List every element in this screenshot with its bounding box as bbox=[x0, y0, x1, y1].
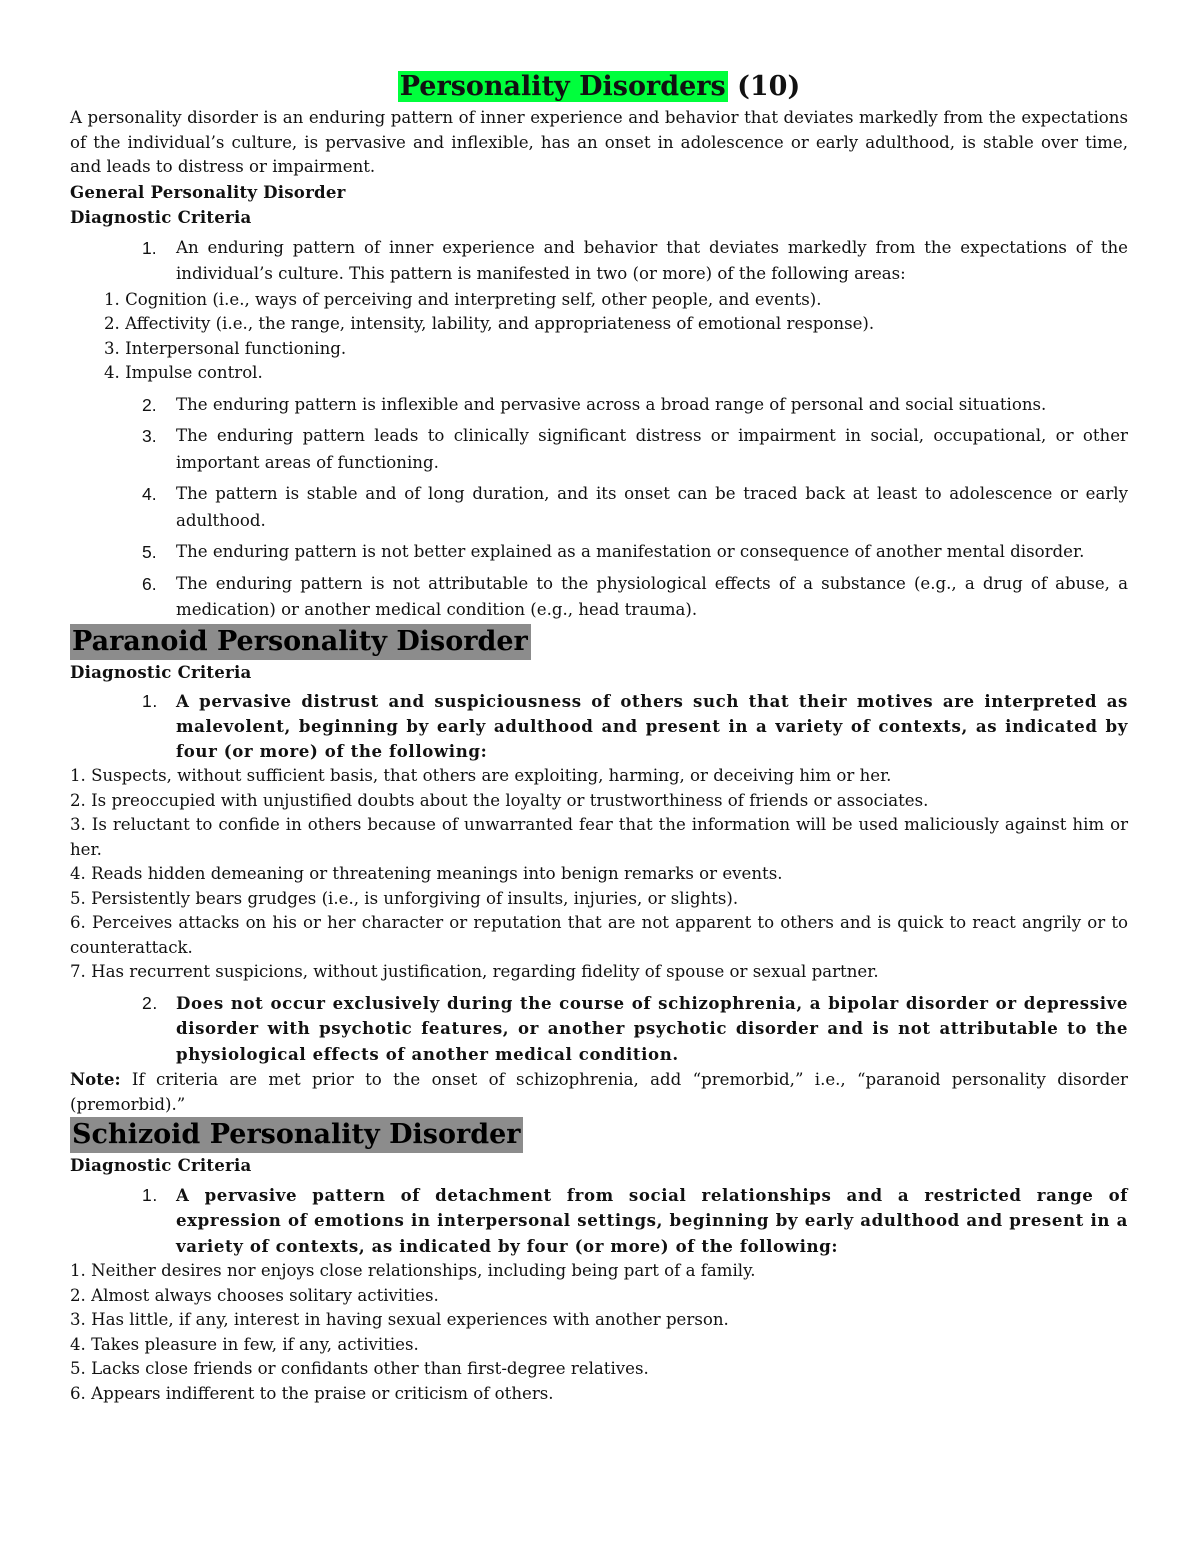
list-item: 1. Neither desires nor enjoys close relationships, including being part of a family. bbox=[70, 1261, 756, 1280]
list-item: 3. Has little, if any, interest in having sexual experiences with another person. bbox=[70, 1310, 729, 1329]
criterion-text: The enduring pattern is not attributable to the physiological effects of a substance (e.g., a drug of abuse, a medication) or another medical condition (e.g., head trauma). bbox=[176, 573, 1128, 619]
paranoid-criteria-label: Diagnostic Criteria bbox=[70, 661, 252, 682]
schizoid-section-title: Schizoid Personality Disorder bbox=[70, 1117, 523, 1153]
list-item: 2. Is preoccupied with unjustified doubts about the loyalty or trustworthiness of friends or associates. bbox=[70, 790, 929, 810]
title-highlight: Personality Disorders bbox=[399, 71, 726, 102]
general-areas-list bbox=[70, 288, 1128, 386]
criterion-text: The enduring pattern leads to clinically significant distress or impairment in social, occupational, or other important areas of functioning. bbox=[176, 426, 1128, 472]
paranoid-section-title: Paranoid Personality Disorder bbox=[70, 624, 531, 660]
list-item: 6. Perceives attacks on his or her character or reputation that are not apparent to others and is quick to react angrily or to counterattack. bbox=[70, 913, 1128, 957]
list-item: 1. Suspects, without sufficient basis, that others are exploiting, harming, or deceiving him or her. bbox=[70, 766, 892, 785]
note-label: Note: bbox=[70, 1069, 121, 1089]
criterion-text: The pattern is stable and of long duration, and its onset can be traced back at least to adolescence or early adulthood. bbox=[176, 484, 1128, 530]
general-criterion-5 bbox=[70, 539, 1128, 566]
criterion-text: A pervasive distrust and suspiciousness of others such that their motives are interpreted as malevolent, beginning by early adulthood and present in a variety of contexts, as indicated by four (or more) of the following: bbox=[176, 691, 1128, 761]
intro-paragraph: A personality disorder is an enduring pattern of inner experience and behavior that deviates markedly from the expectations of the individual’s culture, is pervasive and inflexible, has an onset in adolescence or early adulthood, is stable over time, and leads to distress or impairment. bbox=[70, 108, 1128, 176]
criterion-number: 4. bbox=[142, 484, 157, 504]
schizoid-items-list bbox=[70, 1259, 1128, 1406]
list-item: 7. Has recurrent suspicions, without justification, regarding fidelity of spouse or sexual partner. bbox=[70, 962, 879, 981]
general-criterion-1 bbox=[70, 235, 1128, 288]
criterion-number: 2. bbox=[142, 394, 157, 415]
criterion-text: An enduring pattern of inner experience and behavior that deviates markedly from the expectations of the individual’s culture. This pattern is manifested in two (or more) of the following areas: bbox=[176, 237, 1128, 283]
paranoid-note bbox=[70, 1067, 1128, 1117]
paranoid-criteria-list-cont bbox=[70, 991, 1128, 1068]
schizoid-criteria-label: Diagnostic Criteria bbox=[70, 1155, 252, 1175]
list-item: 1. Cognition (i.e., ways of perceiving and interpreting self, other people, and events). bbox=[104, 289, 822, 309]
paranoid-criteria-list bbox=[70, 689, 1128, 764]
criterion-text: The enduring pattern is inflexible and pervasive across a broad range of personal and social situations. bbox=[176, 394, 1047, 414]
criterion-number: 5. bbox=[142, 542, 157, 562]
list-item: 4. Reads hidden demeaning or threatening meanings into benign remarks or events. bbox=[70, 864, 783, 883]
general-criterion-3 bbox=[70, 423, 1128, 476]
schizoid-criteria-list bbox=[70, 1183, 1128, 1260]
list-item: 2. Affectivity (i.e., the range, intensity, lability, and appropriateness of emotional response). bbox=[104, 314, 875, 333]
general-criterion-6 bbox=[70, 571, 1128, 624]
general-heading: General Personality Disorder bbox=[70, 181, 346, 202]
paranoid-criterion-b bbox=[70, 991, 1128, 1068]
general-criterion-2 bbox=[70, 392, 1128, 419]
criterion-number: 6. bbox=[142, 573, 157, 594]
note-text: If criteria are met prior to the onset of schizophrenia, add “premorbid,” i.e., “paranoid personality disorder (premorbid).” bbox=[70, 1070, 1128, 1114]
paranoid-criterion-a bbox=[70, 689, 1128, 764]
list-item: 3. Is reluctant to confide in others because of unwarranted fear that the information will be used maliciously against him or her. bbox=[70, 815, 1128, 859]
title-count: (10) bbox=[737, 71, 801, 102]
list-item: 2. Almost always chooses solitary activities. bbox=[70, 1285, 439, 1305]
paranoid-items-list bbox=[70, 764, 1128, 985]
criterion-number: 1. bbox=[142, 691, 158, 711]
list-item: 6. Appears indifferent to the praise or criticism of others. bbox=[70, 1383, 554, 1403]
list-item: 4. Takes pleasure in few, if any, activities. bbox=[70, 1334, 419, 1354]
general-criteria-list-cont bbox=[70, 392, 1128, 624]
criterion-text: The enduring pattern is not better explained as a manifestation or consequence of another mental disorder. bbox=[176, 542, 1085, 561]
general-criteria-label: Diagnostic Criteria bbox=[70, 207, 252, 227]
general-criterion-4 bbox=[70, 481, 1128, 534]
criterion-number: 1. bbox=[142, 1184, 158, 1205]
list-item: 3. Interpersonal functioning. bbox=[104, 338, 347, 358]
criterion-text: Does not occur exclusively during the course of schizophrenia, a bipolar disorder or depressive disorder with psychotic features, or another psychotic disorder and is not attributable to the physiological effects of another medical condition. bbox=[176, 992, 1128, 1064]
list-item: 5. Lacks close friends or confidants other than first-degree relatives. bbox=[70, 1359, 649, 1378]
general-criteria-list bbox=[70, 235, 1128, 288]
criterion-number: 3. bbox=[142, 426, 157, 446]
page-title bbox=[70, 70, 1128, 104]
list-item: 5. Persistently bears grudges (i.e., is unforgiving of insults, injuries, or slights). bbox=[70, 888, 739, 908]
criterion-text: A pervasive pattern of detachment from social relationships and a restricted range of expression of emotions in interpersonal settings, beginning by early adulthood and present in a variety of contexts, as indicated by four (or more) of the following: bbox=[176, 1184, 1128, 1256]
schizoid-criterion-a bbox=[70, 1183, 1128, 1260]
criterion-number: 1. bbox=[142, 237, 157, 258]
criterion-number: 2. bbox=[142, 992, 158, 1013]
list-item: 4. Impulse control. bbox=[104, 363, 263, 382]
